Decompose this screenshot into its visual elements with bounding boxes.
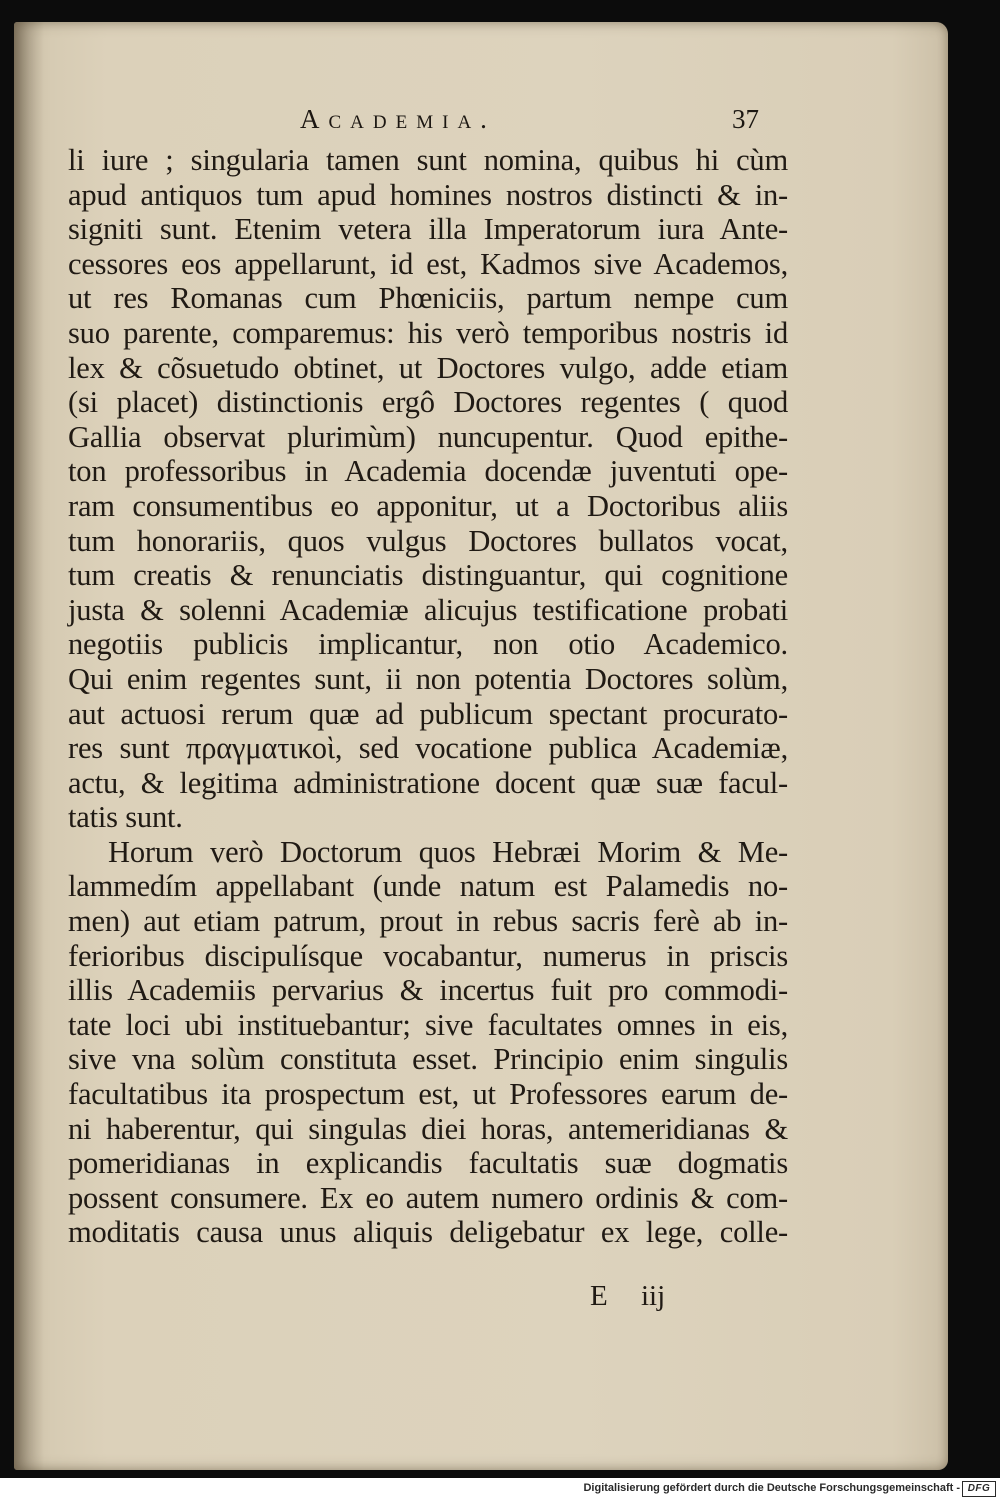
- text-line: aut actuosi rerum quæ ad publicum spectant procurato-: [68, 696, 788, 731]
- text-line: li iure ; singularia tamen sunt nomina, quibus hi cùm: [68, 143, 788, 177]
- text-line: apud antiquos tum apud homines nostros distincti & in-: [68, 177, 788, 212]
- text-line: cessores eos appellarunt, id est, Kadmos sive Academos,: [68, 246, 788, 281]
- page-number: 37: [732, 104, 759, 134]
- text-line: tate loci ubi instituebantur; sive facultates omnes in eis,: [68, 1007, 788, 1042]
- text-line: signiti sunt. Etenim vetera illa Imperatorum iura Ante-: [68, 212, 788, 247]
- text-line: ferioribus discipulísque vocabantur, numerus in priscis: [68, 938, 788, 973]
- text-line: (si placet) distinctionis ergô Doctores regentes ( quod: [68, 385, 788, 420]
- body-text: [68, 143, 788, 1250]
- text-line: res sunt πραγματικοὶ, sed vocatione publica Academiæ,: [68, 731, 788, 766]
- funding-credit: Digitalisierung gefördert durch die Deutsche Forschungsgemeinschaft -: [583, 1482, 960, 1494]
- text-line: negotiis publicis implicantur, non otio Academico.: [68, 627, 788, 662]
- digitization-footer: [0, 1478, 1000, 1499]
- text-line: men) aut etiam patrum, prout in rebus sacris ferè ab in-: [68, 904, 788, 939]
- text-line: pomeridianas in explicandis facultatis suæ dogmatis: [68, 1146, 788, 1181]
- paragraph-last-line: tatis sunt.: [68, 800, 183, 835]
- text-line: suo parente, comparemus: his verò temporibus nostris id: [68, 315, 788, 350]
- text-line: sive vna solùm constituta esset. Principio enim singulis: [68, 1042, 788, 1077]
- running-title: Academia.: [300, 104, 496, 134]
- text-line: ut res Romanas cum Phœniciis, partum nempe cum: [68, 281, 788, 316]
- dfg-logo-icon: DFG: [962, 1481, 996, 1497]
- text-line: Qui enim regentes sunt, ii non potentia Doctores solùm,: [68, 661, 788, 696]
- page-header: [0, 104, 1000, 144]
- text-line: illis Academiis pervarius & incertus fuit pro commodi-: [68, 973, 788, 1008]
- paragraph-first-line: Horum verò Doctorum quos Hebræi Morim & Me-: [108, 834, 788, 869]
- text-line: justa & solenni Academiæ alicujus testificatione probati: [68, 592, 788, 627]
- text-line: possent consumere. Ex eo autem numero ordinis & com-: [68, 1180, 788, 1215]
- text-line: tum creatis & renunciatis distinguantur, qui cognitione: [68, 558, 788, 593]
- text-line: ni haberentur, qui singulas diei horas, antemeridianas &: [68, 1111, 788, 1146]
- text-line: moditatis causa unus aliquis deligebatur ex lege, colle-: [68, 1215, 788, 1250]
- signature-mark: E iij: [590, 1280, 666, 1312]
- text-line: tum honorariis, quos vulgus Doctores bullatos vocat,: [68, 523, 788, 558]
- text-line: Gallia observat plurimùm) nuncupentur. Quod epithe-: [68, 419, 788, 454]
- text-line: facultatibus ita prospectum est, ut Professores earum de-: [68, 1077, 788, 1112]
- text-line: lex & cõsuetudo obtinet, ut Doctores vulgo, adde etiam: [68, 350, 788, 385]
- text-line: lammedím appellabant (unde natum est Palamedis no-: [68, 869, 788, 904]
- text-line: ram consumentibus eo apponitur, ut a Doctoribus aliis: [68, 488, 788, 523]
- text-line: ton professoribus in Academia docendæ juventuti ope-: [68, 454, 788, 489]
- text-line: actu, & legitima administratione docent quæ suæ facul-: [68, 765, 788, 800]
